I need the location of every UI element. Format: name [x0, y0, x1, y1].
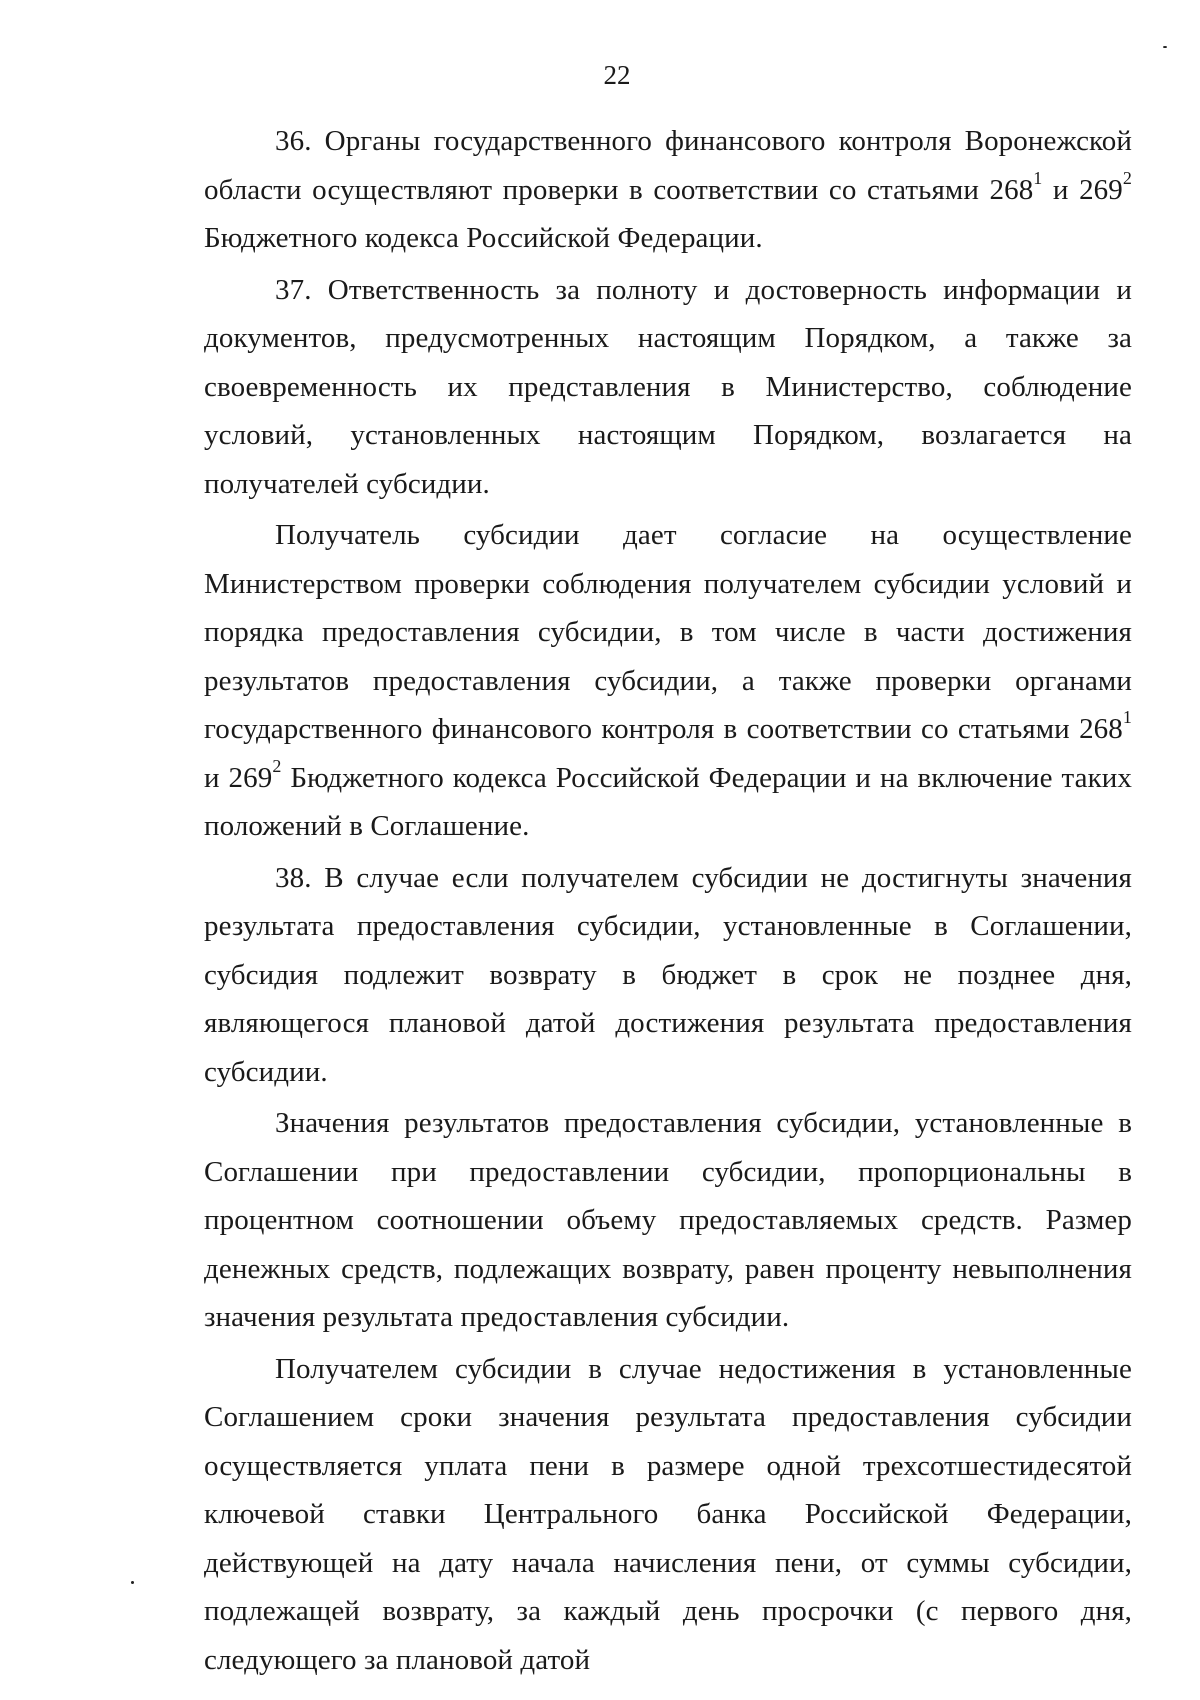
superscript-1: 1 — [1122, 707, 1132, 728]
paragraph-37-consent-text-b: и 269 — [204, 761, 273, 794]
scan-speck-top-right — [1163, 46, 1167, 48]
page-number: 22 — [603, 60, 631, 90]
paragraph-36-text-a: 36. Органы государственного финансового контроля Воронежской области осуществляют проверки в соответствии со статьями 268 — [204, 125, 1132, 206]
scan-speck-bottom-left — [131, 1581, 134, 1584]
paragraph-38: 38. В случае если получателем субсидии не достигнуты значения результата предоставления субсидии, установленные в Соглашении, субсидия подлежит возврату в бюджет в срок не позднее дня, являющегося плановой датой достижения результата предоставления субсидии. — [204, 861, 1132, 1088]
paragraph-38-values: Значения результатов предоставления субсидии, установленные в Соглашении при предоставлении субсидии, пропорциональны в процентном соотношении объему предоставляемых средств. Размер денежных средств, подлежащих возврату, равен проценту невыполнения значения результата предоставления субсидии. — [204, 1107, 1132, 1333]
superscript-1: 1 — [1033, 167, 1043, 188]
superscript-2: 2 — [272, 755, 282, 776]
paragraph-37: 37. Ответственность за полноту и достоверность информации и документов, предусмотренных настоящим Порядком, а также за своевременность их представления в Министерство, соблюдение условий, установленных настоящим Порядком, возлагается на получателей субсидии. — [204, 273, 1132, 500]
paragraph-37-consent-text-a: Получатель субсидии дает согласие на осуществление Министерством проверки соблюдения получателем субсидии условий и порядка предоставления субсидии, в том числе в части достижения результатов предоставления субсидии, а также проверки органами государственного финансового контроля в соответствии со статьями 268 — [204, 519, 1132, 745]
paragraph-36 — [204, 117, 1132, 263]
paragraph-38-penalty: Получателем субсидии в случае недостижения в установленные Соглашением сроки значения результата предоставления субсидии осуществляется уплата пени в размере одной трехсотшестидесятой ключевой ставки Центрального банка Российской Федерации, действующей на дату начала начисления пени, от суммы субсидии, подлежащей возврату, за каждый день просрочки (с первого дня, следующего за плановой датой — [204, 1352, 1132, 1676]
paragraph-37-consent — [204, 511, 1132, 851]
document-body — [204, 117, 1132, 1687]
paragraph-36-text-b: и 269 — [1042, 173, 1123, 206]
paragraph-36-text-c: Бюджетного кодекса Российской Федерации. — [204, 222, 763, 254]
superscript-2: 2 — [1122, 167, 1132, 188]
paragraph-37-consent-text-c: Бюджетного кодекса Российской Федерации и на включение таких положений в Соглашение. — [204, 761, 1132, 842]
